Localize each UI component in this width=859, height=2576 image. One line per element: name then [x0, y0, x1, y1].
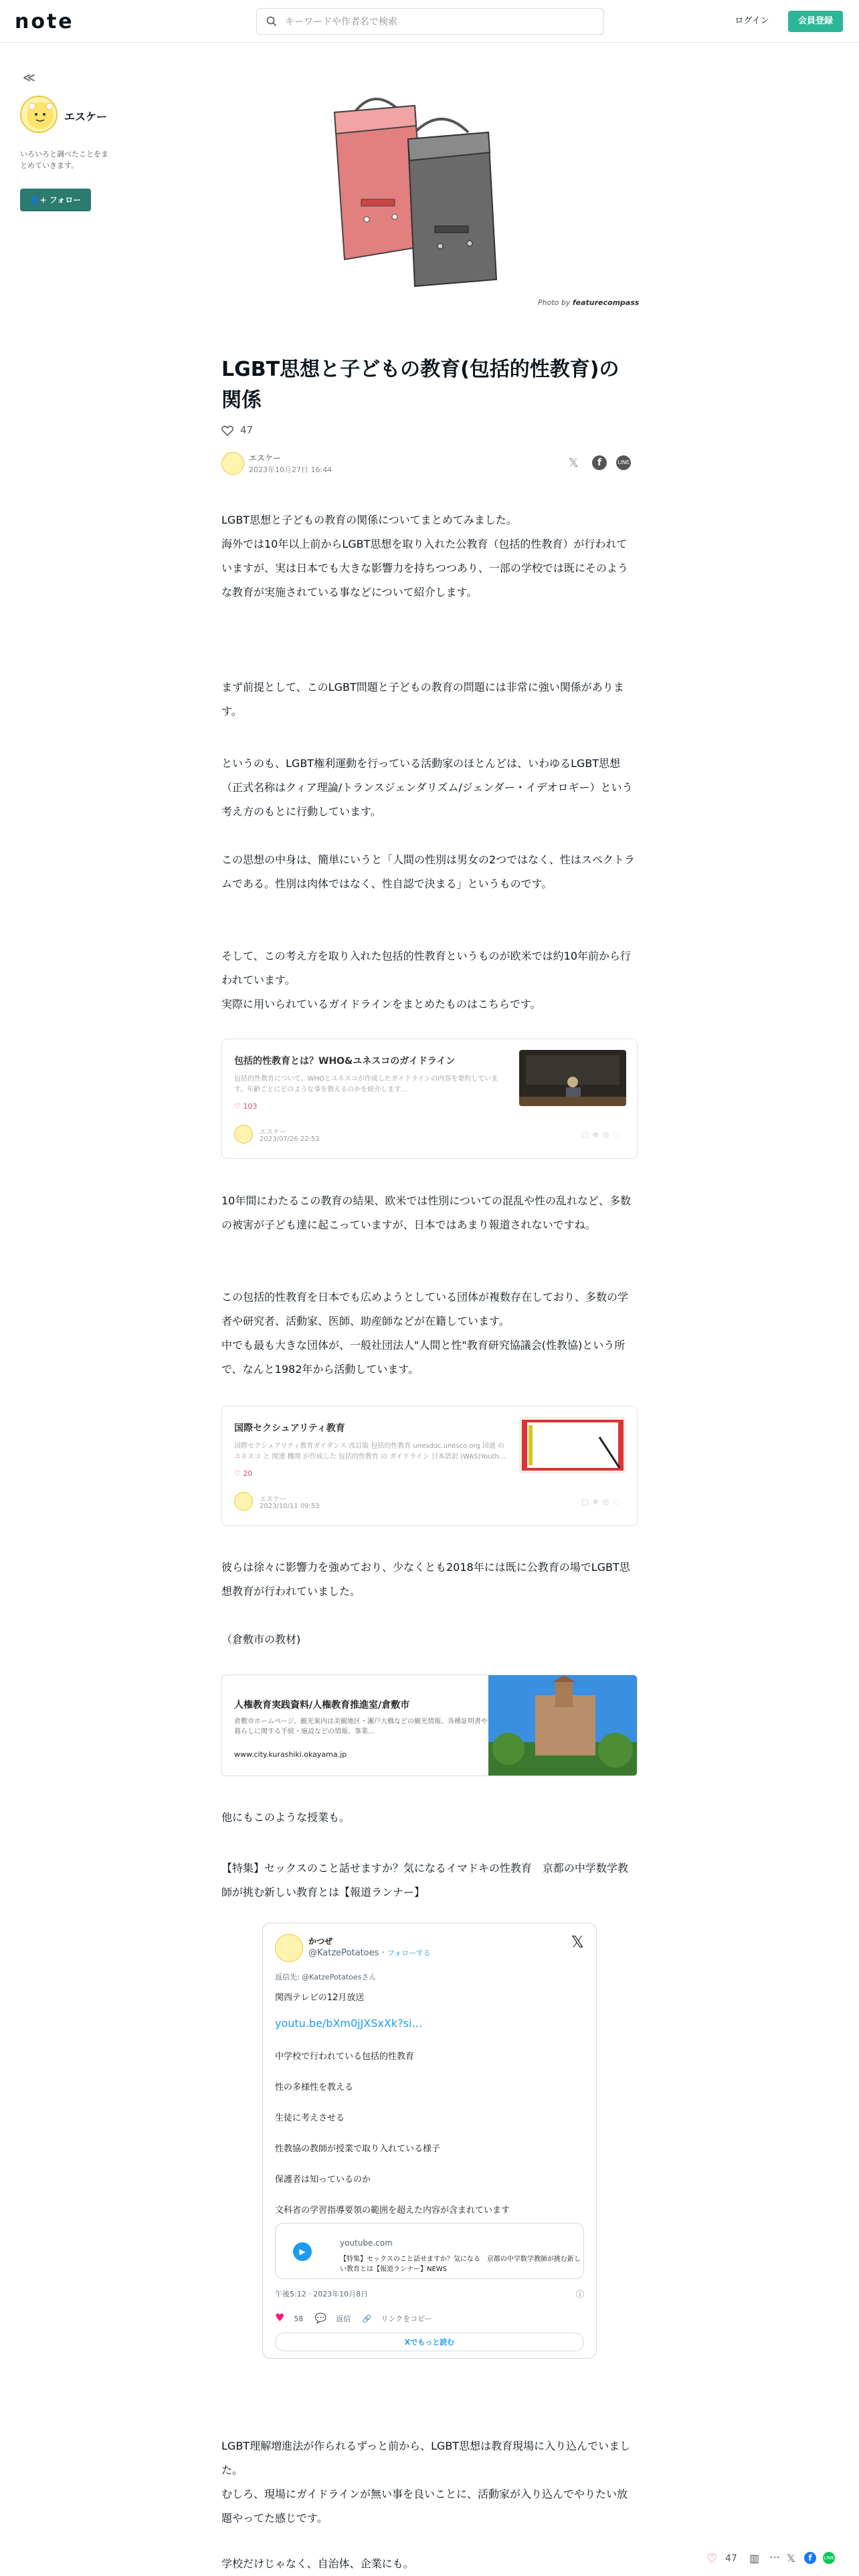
site-header: [0, 0, 859, 43]
reply-label[interactable]: 返信: [336, 2315, 351, 2323]
tweet-author-name[interactable]: かつぜ: [308, 1937, 333, 1946]
embed-card-who[interactable]: [221, 1039, 638, 1159]
credit-name[interactable]: featurecompass: [572, 298, 640, 307]
follow-button[interactable]: [20, 189, 91, 211]
photo-credit: [538, 298, 639, 307]
card-likes: ♡ 20: [234, 1469, 253, 1478]
copy-link-label[interactable]: リンクをコピー: [381, 2315, 432, 2323]
floating-action-bar: [696, 2548, 859, 2572]
page-title: LGBT思想と子どもの教育(包括的性教育)の関係: [221, 358, 619, 412]
author-avatar[interactable]: [221, 452, 244, 475]
note-logo[interactable]: note: [15, 10, 74, 33]
card-likes: ♡ 103: [234, 1102, 258, 1111]
add-user-icon: 👤+: [29, 195, 47, 205]
signup-button[interactable]: 会員登録: [788, 11, 843, 32]
info-icon[interactable]: ⓘ: [575, 2290, 584, 2299]
credit-prefix: Photo by: [538, 298, 571, 307]
tweet-handle-value[interactable]: @KatzePotatoes: [308, 1948, 379, 1958]
search-icon: [266, 16, 277, 27]
line-share-icon[interactable]: LINE: [823, 2552, 835, 2564]
like-count-value: 47: [240, 424, 254, 436]
sidebar-bio: いろいろと調べたことをまとめていきます。: [20, 150, 108, 170]
link-card-image: [488, 1675, 637, 1776]
card-action-icons: ▢⊕◎◌: [581, 1497, 624, 1506]
tweet-text-line: 生徒に考えさせる: [275, 2113, 345, 2123]
tweet-reply-to: 返信先: @KatzePotatoesさん: [275, 1973, 377, 1981]
collapse-sidebar-icon[interactable]: ≪: [23, 71, 35, 85]
paragraph-result: 10年間にわたるこの教育の結果、欧米では性別についての混乱や性の乱れなど、多数の被害が子ども達に起こっていますが、日本ではあまり報道されないですね。: [221, 1194, 632, 1231]
embed-card-unesco[interactable]: [221, 1406, 638, 1526]
card-desc: 包括的性教育について、WHOとユネスコが作成したガイドラインの内容を要約しています。年齢ごとにどのような事を教えるのかを紹介します…: [234, 1075, 498, 1093]
publish-date: 2023年10月27日 16:44: [249, 465, 332, 474]
card-date: 2023/07/26 22:52: [260, 1136, 320, 1143]
card-avatar: [234, 1492, 253, 1511]
more-icon[interactable]: ⋯: [769, 2551, 780, 2563]
floating-like-count: 47: [725, 2553, 737, 2564]
magazine-add-icon[interactable]: ▥: [749, 2552, 760, 2565]
avatar[interactable]: [20, 96, 58, 133]
link-card-desc: 倉敷市ホームページ。観光案内は美観地区・瀬戸大橋などの観光情報、各種証明書や暮らしに関する手続・施設などの情報、事業…: [234, 1718, 488, 1735]
heart-icon[interactable]: ♡: [706, 2552, 718, 2566]
tweet-follow-link[interactable]: フォローする: [387, 1949, 431, 1957]
like-count[interactable]: [221, 424, 253, 440]
embed-description: 【特集】セックスのこと話せますか？気になる 京都の中学数学教師が挑む新しい教育とは【報道ランナー】NEWS: [340, 2256, 581, 2273]
link-icon[interactable]: 🔗: [362, 2315, 372, 2323]
card-title[interactable]: 国際セクシュアリティ教育: [234, 1423, 345, 1434]
x-logo-icon[interactable]: 𝕏: [571, 1933, 584, 1951]
card-author: エスケー: [260, 1496, 286, 1503]
card-action-icons: ▢⊕◎◌: [581, 1130, 624, 1139]
search-input[interactable]: [285, 14, 593, 30]
card-desc: 国際セクシュアリティ教育ガイダンス 改訂版 包括的性教育 unesdoc.unesco.org 国連 の ユネスコ と 関連 機関 が作成した 包括的性教育 の ガイドライン 日本語訳 (WAS)Youth…: [234, 1442, 506, 1461]
paragraph-news-title: 【特集】セックスのこと話せますか？気になるイマドキの性教育 京都の中学数学教師が挑む新しい教育とは【報道ランナー】: [221, 1862, 628, 1899]
card-title[interactable]: 包括的性教育とは？WHO&ユネスコのガイドライン: [234, 1056, 456, 1067]
embed-domain: youtube.com: [340, 2238, 393, 2248]
paragraph-ideology: この思想の中身は、簡単にいうと「人間の性別は男女の2つではなく、性はスペクトラムである。性別は肉体ではなく、性自認で決まる」というものです。: [221, 853, 635, 890]
paragraph-activists: というのも、LGBT権利運動を行っている活動家のほとんどは、いわゆるLGBT思想（正式名称はクィア理論/トランスジェンダリズム/ジェンダー・イデオロギー）という考え方のもとに行動しています。: [221, 757, 633, 818]
tweet-link[interactable]: youtu.be/bXm0jJXSxXk?si…: [275, 2017, 423, 2030]
reply-icon[interactable]: 💬: [314, 2313, 327, 2324]
x-share-icon[interactable]: 𝕏: [787, 2552, 795, 2565]
tweet-timestamp[interactable]: 午後5:12 · 2023年10月8日: [275, 2290, 369, 2298]
card-likes-value: 103: [243, 1102, 258, 1111]
paragraph-intro: LGBT思想と子どもの教育の関係についてまとめてみました。 海外では10年以上前からLGBT思想を取り入れた公教育（包括的性教育）が行われていますが、実は日本でも大きな影響力を持ちつつあり、一部の学校では既にそのような教育が実施されている事などについて紹介します。: [221, 514, 628, 599]
link-card-title[interactable]: 人権教育実践資料/人権教育推進室/倉敷市: [234, 1700, 410, 1711]
paragraph-premise: まず前提として、このLGBT問題と子どもの教育の問題には非常に強い関係があります。: [221, 681, 624, 718]
paragraph-guideline: そして、この考え方を取り入れた包括的性教育というものが欧米では約10年前から行われています。 実際に用いられているガイドラインをまとめたものはこちらです。: [221, 950, 632, 1010]
card-date: 2023/10/11 09:53: [260, 1503, 320, 1510]
tweet-text-line: 性教協の教師が授業で取り入れている様子: [275, 2144, 441, 2154]
paragraph-law: LGBT理解増進法が作られるずっと前から、LGBT思想は教育現場に入り込んでいました。 むしろ、現場にガイドラインが無い事を良いことに、活動家が入り込んでやりたい放題やってた感じです。: [221, 2440, 631, 2525]
tweet-text-line: 関西テレビの12月放送: [275, 1993, 365, 2003]
paragraph-groups: この包括的性教育を日本でも広めようとしている団体が複数存在しており、多数の学者や研究者、活動家、医師、助産師などが在籍しています。 中でも最も大きな団体が、一般社団法人"人間と性"教育研究協議会(性教協)という所で、なんと1982年から活動しています。: [221, 1291, 629, 1376]
heart-icon[interactable]: [221, 425, 233, 436]
search-box[interactable]: [256, 8, 604, 35]
card-thumbnail: [519, 1417, 626, 1473]
sidebar-author-name[interactable]: エスケー: [64, 110, 108, 123]
author-name[interactable]: エスケー: [249, 453, 282, 463]
link-card-kurashiki[interactable]: [221, 1675, 638, 1776]
facebook-share-icon[interactable]: f: [804, 2552, 816, 2564]
facebook-share-icon[interactable]: f: [592, 455, 607, 470]
paragraph-municipalities: 学校だけじゃなく、自治体、企業にも。: [221, 2557, 414, 2570]
x-share-icon[interactable]: 𝕏: [569, 456, 579, 470]
tweet-actions: [275, 2311, 442, 2324]
card-author: エスケー: [260, 1129, 286, 1136]
paragraph-influence: 彼らは徐々に影響力を強めており、少なくとも2018年には既に公教育の場でLGBT思想教育が行われていました。: [221, 1561, 630, 1598]
tweet-video-embed[interactable]: [275, 2223, 584, 2279]
paragraph-other: 他にもこのような授業も。: [221, 1811, 351, 1824]
paragraph-kurashiki: （倉敷市の教材): [221, 1633, 301, 1646]
read-more-on-x-button[interactable]: Xでもっと読む: [275, 2333, 584, 2351]
follow-label: フォロー: [49, 195, 82, 205]
play-icon[interactable]: ▶: [293, 2242, 312, 2261]
card-likes-value: 20: [243, 1469, 253, 1478]
tweet-like-count: 58: [294, 2315, 304, 2323]
tweet-avatar[interactable]: [275, 1934, 303, 1962]
tweet-text-line: 性の多様性を教える: [275, 2082, 354, 2092]
heart-icon[interactable]: ♥: [275, 2311, 285, 2324]
card-avatar: [234, 1125, 253, 1144]
tweet-handle: @KatzePotatoes · フォローする: [308, 1948, 431, 1958]
tweet-embed[interactable]: [262, 1923, 597, 2359]
tweet-text-line: 文科省の学習指導要領の範囲を超えた内容が含まれています: [275, 2206, 510, 2216]
line-share-icon[interactable]: LINE: [616, 455, 631, 470]
tweet-text-line: 中学校で行われている包括的性教育: [275, 2052, 415, 2062]
card-thumbnail: [519, 1050, 626, 1106]
hero-image: [314, 86, 515, 293]
tweet-text-line: 保護者は知っているのか: [275, 2175, 371, 2185]
link-card-url: www.city.kurashiki.okayama.jp: [234, 1750, 347, 1759]
login-link[interactable]: ログイン: [735, 16, 769, 26]
